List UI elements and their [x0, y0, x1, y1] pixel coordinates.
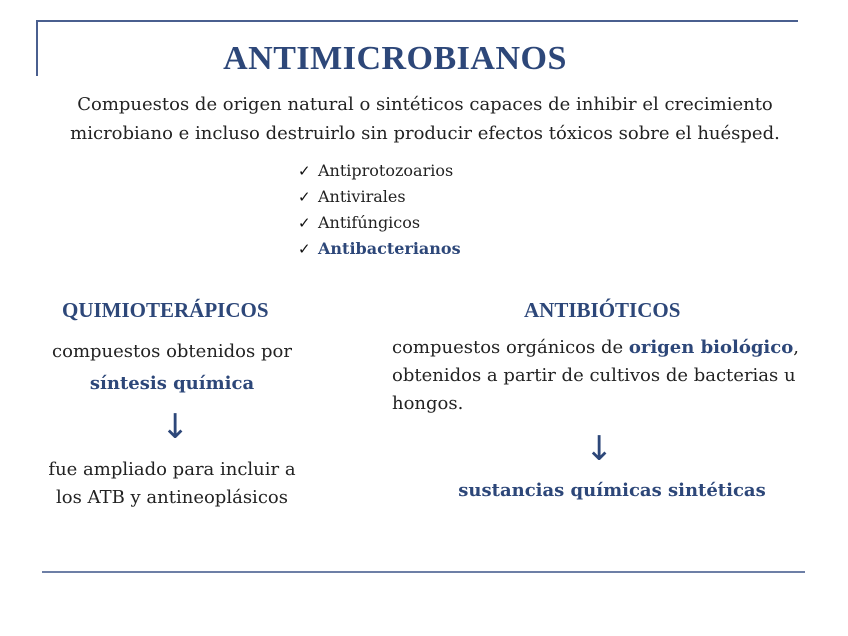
antibioticos-line-1 — [392, 334, 812, 362]
antibioticos-line-2: obtenidos a partir de cultivos de bacterias u — [392, 365, 796, 386]
list-item-label: Antifúngicos — [318, 213, 421, 232]
list-item-antiprotozoarios — [298, 158, 461, 184]
list-item-antibacterianos — [298, 236, 461, 262]
quimioterapicos-definition — [42, 336, 302, 400]
list-item-antifungicos — [298, 210, 461, 236]
checkmark-icon: ✓ — [298, 214, 311, 232]
antibioticos-heading: ANTIBIÓTICOS — [524, 298, 681, 322]
slide-title: ANTIMICROBIANOS — [223, 40, 567, 77]
antibioticos-line-1-end: , — [793, 337, 799, 358]
intro-line-1: Compuestos de origen natural o sintéticos capaces de inhibir el crecimiento — [77, 94, 773, 115]
list-item-label: Antivirales — [318, 187, 406, 206]
frame-bottom-line — [42, 571, 805, 573]
quimioterapicos-note-line-1: fue ampliado para incluir a — [48, 459, 296, 480]
quimioterapicos-note — [42, 456, 302, 512]
quimioterapicos-note-line-2: los ATB y antineoplásicos — [56, 487, 288, 508]
quimioterapicos-line-1: compuestos obtenidos por — [52, 341, 292, 362]
intro-paragraph — [40, 90, 810, 148]
arrow-down-icon: ↓ — [161, 407, 190, 447]
antibioticos-note: sustancias químicas sintéticas — [458, 480, 766, 501]
sintesis-quimica-emphasis: síntesis química — [89, 373, 255, 394]
checkmark-icon: ✓ — [298, 162, 311, 180]
quimioterapicos-heading: QUIMIOTERÁPICOS — [62, 298, 269, 322]
frame-top-line — [36, 20, 798, 22]
antibioticos-line-1-start: compuestos orgánicos de — [392, 337, 629, 358]
list-item-label: Antiprotozoarios — [318, 161, 454, 180]
arrow-down-icon: ↓ — [585, 429, 614, 469]
list-item-label: Antibacterianos — [318, 239, 461, 258]
checkmark-icon: ✓ — [298, 188, 311, 206]
checkmark-icon: ✓ — [298, 240, 311, 258]
intro-line-2: microbiano e incluso destruirlo sin producir efectos tóxicos sobre el huésped. — [70, 123, 780, 144]
antibioticos-line-3: hongos. — [392, 393, 464, 414]
antibioticos-definition — [392, 334, 812, 418]
antimicrobial-types-list — [298, 158, 461, 262]
origen-biologico-emphasis: origen biológico — [628, 337, 794, 358]
list-item-antivirales — [298, 184, 461, 210]
